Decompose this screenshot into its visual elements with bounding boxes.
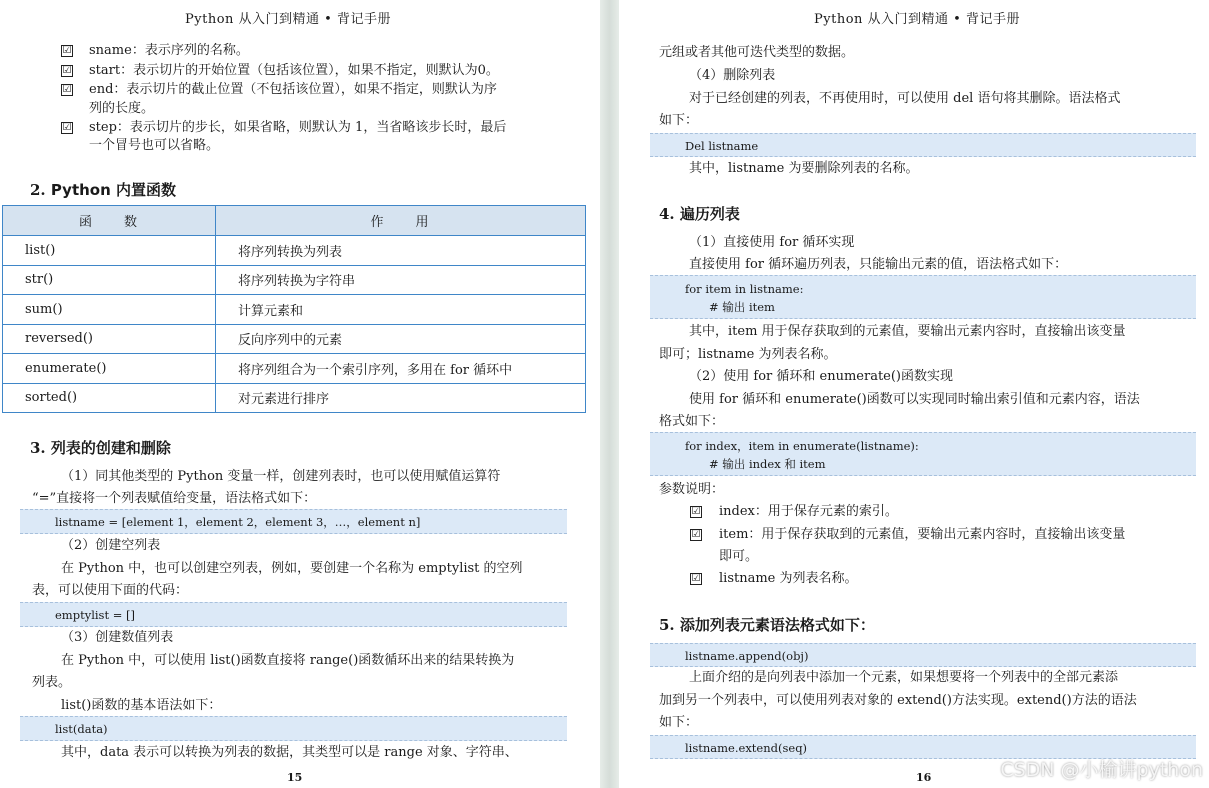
checkbox-icon: ☑ bbox=[62, 45, 72, 56]
param-end-cont: 列的长度。 bbox=[89, 101, 155, 116]
checkbox-icon: ☑ bbox=[62, 84, 72, 95]
param-step: step：表示切片的步长，如果省略，则默认为 1，当省略该步长时，最后 bbox=[89, 120, 507, 135]
paragraph: 表，可以使用下面的代码： bbox=[32, 583, 189, 598]
paragraph: 直接使用 for 循环遍历列表，只能输出元素的值，语法格式如下： bbox=[689, 257, 1068, 272]
code-block: listname = [element 1，element 2，element 3，…，element n] bbox=[20, 509, 567, 534]
code-block: listname.append(obj) bbox=[650, 643, 1196, 667]
checkbox-icon: ☑ bbox=[62, 65, 72, 76]
page-number: 15 bbox=[287, 771, 303, 784]
subheading: （1）直接使用 for 循环实现 bbox=[689, 235, 855, 250]
section-title: Python 内置函数 bbox=[50, 181, 177, 199]
table-row bbox=[3, 354, 586, 384]
book-gutter bbox=[600, 0, 619, 788]
table-cell: str() bbox=[3, 265, 216, 295]
subheading: （2）使用 for 循环和 enumerate()函数实现 bbox=[689, 369, 954, 384]
table-header-purpose: 作 用 bbox=[216, 206, 586, 236]
table-row bbox=[3, 383, 586, 413]
param-sname: sname：表示序列的名称。 bbox=[89, 43, 249, 58]
paragraph: （1）同其他类型的 Python 变量一样，创建列表时，也可以使用赋值运算符 bbox=[61, 469, 501, 484]
section-title: 列表的创建和删除 bbox=[50, 439, 171, 457]
param-end: end：表示切片的截止位置（不包括该位置），如果不指定，则默认为序 bbox=[89, 82, 497, 97]
section-number: 5. bbox=[659, 616, 675, 634]
table-cell: 计算元素和 bbox=[216, 295, 586, 325]
paragraph: 格式如下： bbox=[659, 414, 725, 429]
code-block: Del listname bbox=[650, 133, 1196, 157]
paragraph: 在 Python 中，也可以创建空列表，例如，要创建一个名称为 emptylist 的空列 bbox=[61, 561, 523, 576]
paragraph: 即可；listname 为列表名称。 bbox=[659, 347, 837, 362]
code-line: # 输出 item bbox=[709, 300, 775, 314]
table-cell: sorted() bbox=[3, 383, 216, 413]
section-number: 4. bbox=[659, 205, 675, 223]
table-cell: enumerate() bbox=[3, 354, 216, 384]
paragraph: list()函数的基本语法如下： bbox=[61, 698, 222, 713]
table-header-function: 函 数 bbox=[3, 206, 216, 236]
paragraph: 如下： bbox=[659, 715, 699, 730]
page-number: 16 bbox=[916, 771, 932, 784]
paragraph: 如下： bbox=[659, 113, 699, 128]
checkbox-icon: ☑ bbox=[691, 506, 701, 517]
param-listname: listname 为列表名称。 bbox=[719, 571, 858, 586]
section-heading-3 bbox=[30, 437, 171, 458]
code-block bbox=[650, 275, 1196, 319]
subheading: （4）删除列表 bbox=[689, 68, 776, 83]
section-title: 添加列表元素语法格式如下： bbox=[679, 616, 875, 634]
code-line: for index，item in enumerate(listname): bbox=[685, 439, 919, 453]
section-number: 3. bbox=[30, 439, 46, 457]
param-item: item：用于保存获取到的元素值，要输出元素内容时，直接输出该变量 bbox=[719, 527, 1126, 542]
running-header: Python 从入门到精通 • 背记手册 bbox=[814, 12, 1020, 27]
running-header: Python 从入门到精通 • 背记手册 bbox=[185, 12, 391, 27]
left-page bbox=[0, 0, 600, 788]
param-item-cont: 即可。 bbox=[719, 549, 759, 564]
paragraph: 使用 for 循环和 enumerate()函数可以实现同时输出索引值和元素内容，语法 bbox=[689, 392, 1140, 407]
table-cell: 将序列组合为一个索引序列，多用在 for 循环中 bbox=[216, 354, 586, 384]
table-row bbox=[3, 265, 586, 295]
checkbox-icon: ☑ bbox=[691, 573, 701, 584]
table-row bbox=[3, 236, 586, 266]
table-cell: sum() bbox=[3, 295, 216, 325]
param-step-cont: 一个冒号也可以省略。 bbox=[89, 138, 220, 153]
paragraph: 在 Python 中，可以使用 list()函数直接将 range()函数循环出来的结果转换为 bbox=[61, 653, 515, 668]
table-cell: 将序列转换为列表 bbox=[216, 236, 586, 266]
checkbox-icon: ☑ bbox=[62, 122, 72, 133]
code-block bbox=[650, 432, 1196, 476]
code-block: list(data) bbox=[20, 716, 567, 741]
paragraph: 其中，data 表示可以转换为列表的数据，其类型可以是 range 对象、字符串、 bbox=[61, 745, 518, 760]
param-index: index：用于保存元素的索引。 bbox=[719, 504, 898, 519]
table-cell: 反向序列中的元素 bbox=[216, 324, 586, 354]
builtin-functions-table bbox=[2, 205, 586, 413]
section-title: 遍历列表 bbox=[679, 205, 740, 223]
paragraph: 上面介绍的是向列表中添加一个元素，如果想要将一个列表中的全部元素添 bbox=[689, 670, 1119, 685]
section-heading-5 bbox=[659, 614, 875, 635]
paragraph: 元组或者其他可迭代类型的数据。 bbox=[659, 45, 855, 60]
table-cell: 将序列转换为字符串 bbox=[216, 265, 586, 295]
checkbox-icon: ☑ bbox=[691, 529, 701, 540]
subheading: （2）创建空列表 bbox=[61, 538, 161, 553]
table-cell: 对元素进行排序 bbox=[216, 383, 586, 413]
right-page bbox=[619, 0, 1209, 788]
code-line: for item in listname: bbox=[685, 282, 804, 296]
paragraph: 列表。 bbox=[32, 675, 72, 690]
table-cell: list() bbox=[3, 236, 216, 266]
section-number: 2. bbox=[30, 181, 46, 199]
paragraph: 加到另一个列表中，可以使用列表对象的 extend()方法实现。extend()方法的语法 bbox=[659, 693, 1137, 708]
csdn-watermark: CSDN @小榆讲python bbox=[1000, 759, 1203, 781]
table-row bbox=[3, 295, 586, 325]
table-row bbox=[3, 324, 586, 354]
paragraph: 对于已经创建的列表，不再使用时，可以使用 del 语句将其删除。语法格式 bbox=[689, 91, 1121, 106]
section-heading-4 bbox=[659, 203, 740, 224]
paragraph: “=”直接将一个列表赋值给变量，语法格式如下： bbox=[32, 491, 317, 506]
section-heading-2 bbox=[30, 179, 176, 200]
param-start: start：表示切片的开始位置（包括该位置），如果不指定，则默认为0。 bbox=[89, 63, 499, 78]
paragraph: 其中，item 用于保存获取到的元素值，要输出元素内容时，直接输出该变量 bbox=[689, 324, 1126, 339]
params-title: 参数说明： bbox=[659, 482, 725, 497]
paragraph: 其中，listname 为要删除列表的名称。 bbox=[689, 161, 919, 176]
code-block: emptylist = [] bbox=[20, 602, 567, 627]
table-cell: reversed() bbox=[3, 324, 216, 354]
subheading: （3）创建数值列表 bbox=[61, 630, 174, 645]
code-block: listname.extend(seq) bbox=[650, 735, 1196, 759]
code-line: # 输出 index 和 item bbox=[709, 457, 826, 471]
